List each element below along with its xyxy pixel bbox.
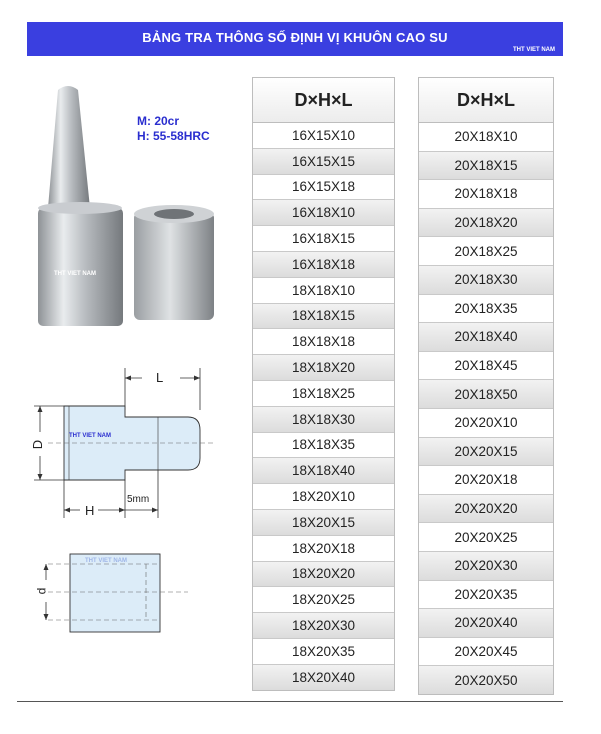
dim-label-D: D [30,439,46,450]
diagram-watermark-bottom: THT VIET NAM [85,558,127,564]
table-row: 16X18X15 [253,226,394,252]
table-row: 16X15X15 [253,149,394,175]
table-row: 16X15X18 [253,175,394,201]
table-row: 18X20X18 [253,536,394,562]
dim-label-L: L [156,370,164,385]
page-title: BẢNG TRA THÔNG SỐ ĐỊNH VỊ KHUÔN CAO SU [142,30,448,45]
table-row: 16X18X18 [253,252,394,278]
dim-label-H: H [85,503,95,518]
table-row: 20X18X25 [419,237,553,266]
table-row: 20X18X18 [419,180,553,209]
table-row: 20X18X10 [419,123,553,152]
material-text: M: 20cr [137,114,180,128]
table-row: 18X18X30 [253,407,394,433]
table-row: 18X20X30 [253,613,394,639]
table-row: 18X18X18 [253,329,394,355]
table-row: 18X18X15 [253,304,394,330]
table-row: 20X18X45 [419,352,553,381]
table-row: 20X18X40 [419,323,553,352]
table-row: 20X20X35 [419,581,553,610]
hardness-text: H: 55-58HRC [137,129,210,143]
table-row: 18X18X25 [253,381,394,407]
title-banner [27,22,563,56]
table-row: 18X18X10 [253,278,394,304]
table-row: 20X20X20 [419,495,553,524]
table-row: 16X18X10 [253,200,394,226]
footer-divider [17,701,563,702]
table-row: 18X20X10 [253,484,394,510]
table-row: 20X20X30 [419,552,553,581]
table-row: 20X18X20 [419,209,553,238]
table-row: 16X15X10 [253,123,394,149]
table-row: 20X18X50 [419,380,553,409]
table-row: 20X18X30 [419,266,553,295]
dim-label-5mm: 5mm [127,494,150,505]
size-table-right [418,77,554,695]
table-row: 20X20X45 [419,638,553,667]
brand-label: THT VIET NAM [513,47,555,53]
photo-watermark: THT VIET NAM [54,271,96,277]
table-row: 18X20X20 [253,562,394,588]
table-row: 20X20X40 [419,609,553,638]
diagram-watermark-top: THT VIET NAM [69,433,111,439]
table-row: 20X20X18 [419,466,553,495]
table-row: 18X18X35 [253,433,394,459]
table-row: 20X20X15 [419,438,553,467]
table-row: 18X18X40 [253,458,394,484]
table-row: 18X20X25 [253,587,394,613]
table-row: 18X20X40 [253,665,394,690]
table-row: 20X20X25 [419,523,553,552]
dim-label-d: d [34,587,49,595]
table-row: 18X20X35 [253,639,394,665]
table-row: 18X20X15 [253,510,394,536]
material-spec [137,114,210,144]
table-row: 20X20X10 [419,409,553,438]
table-row: 20X18X35 [419,295,553,324]
table-header: D×H×L [419,78,553,123]
table-row: 20X18X15 [419,152,553,181]
table-header: D×H×L [253,78,394,123]
table-row: 18X18X20 [253,355,394,381]
table-row: 20X20X50 [419,666,553,694]
dimension-diagram [28,362,218,652]
size-table-left [252,77,395,691]
